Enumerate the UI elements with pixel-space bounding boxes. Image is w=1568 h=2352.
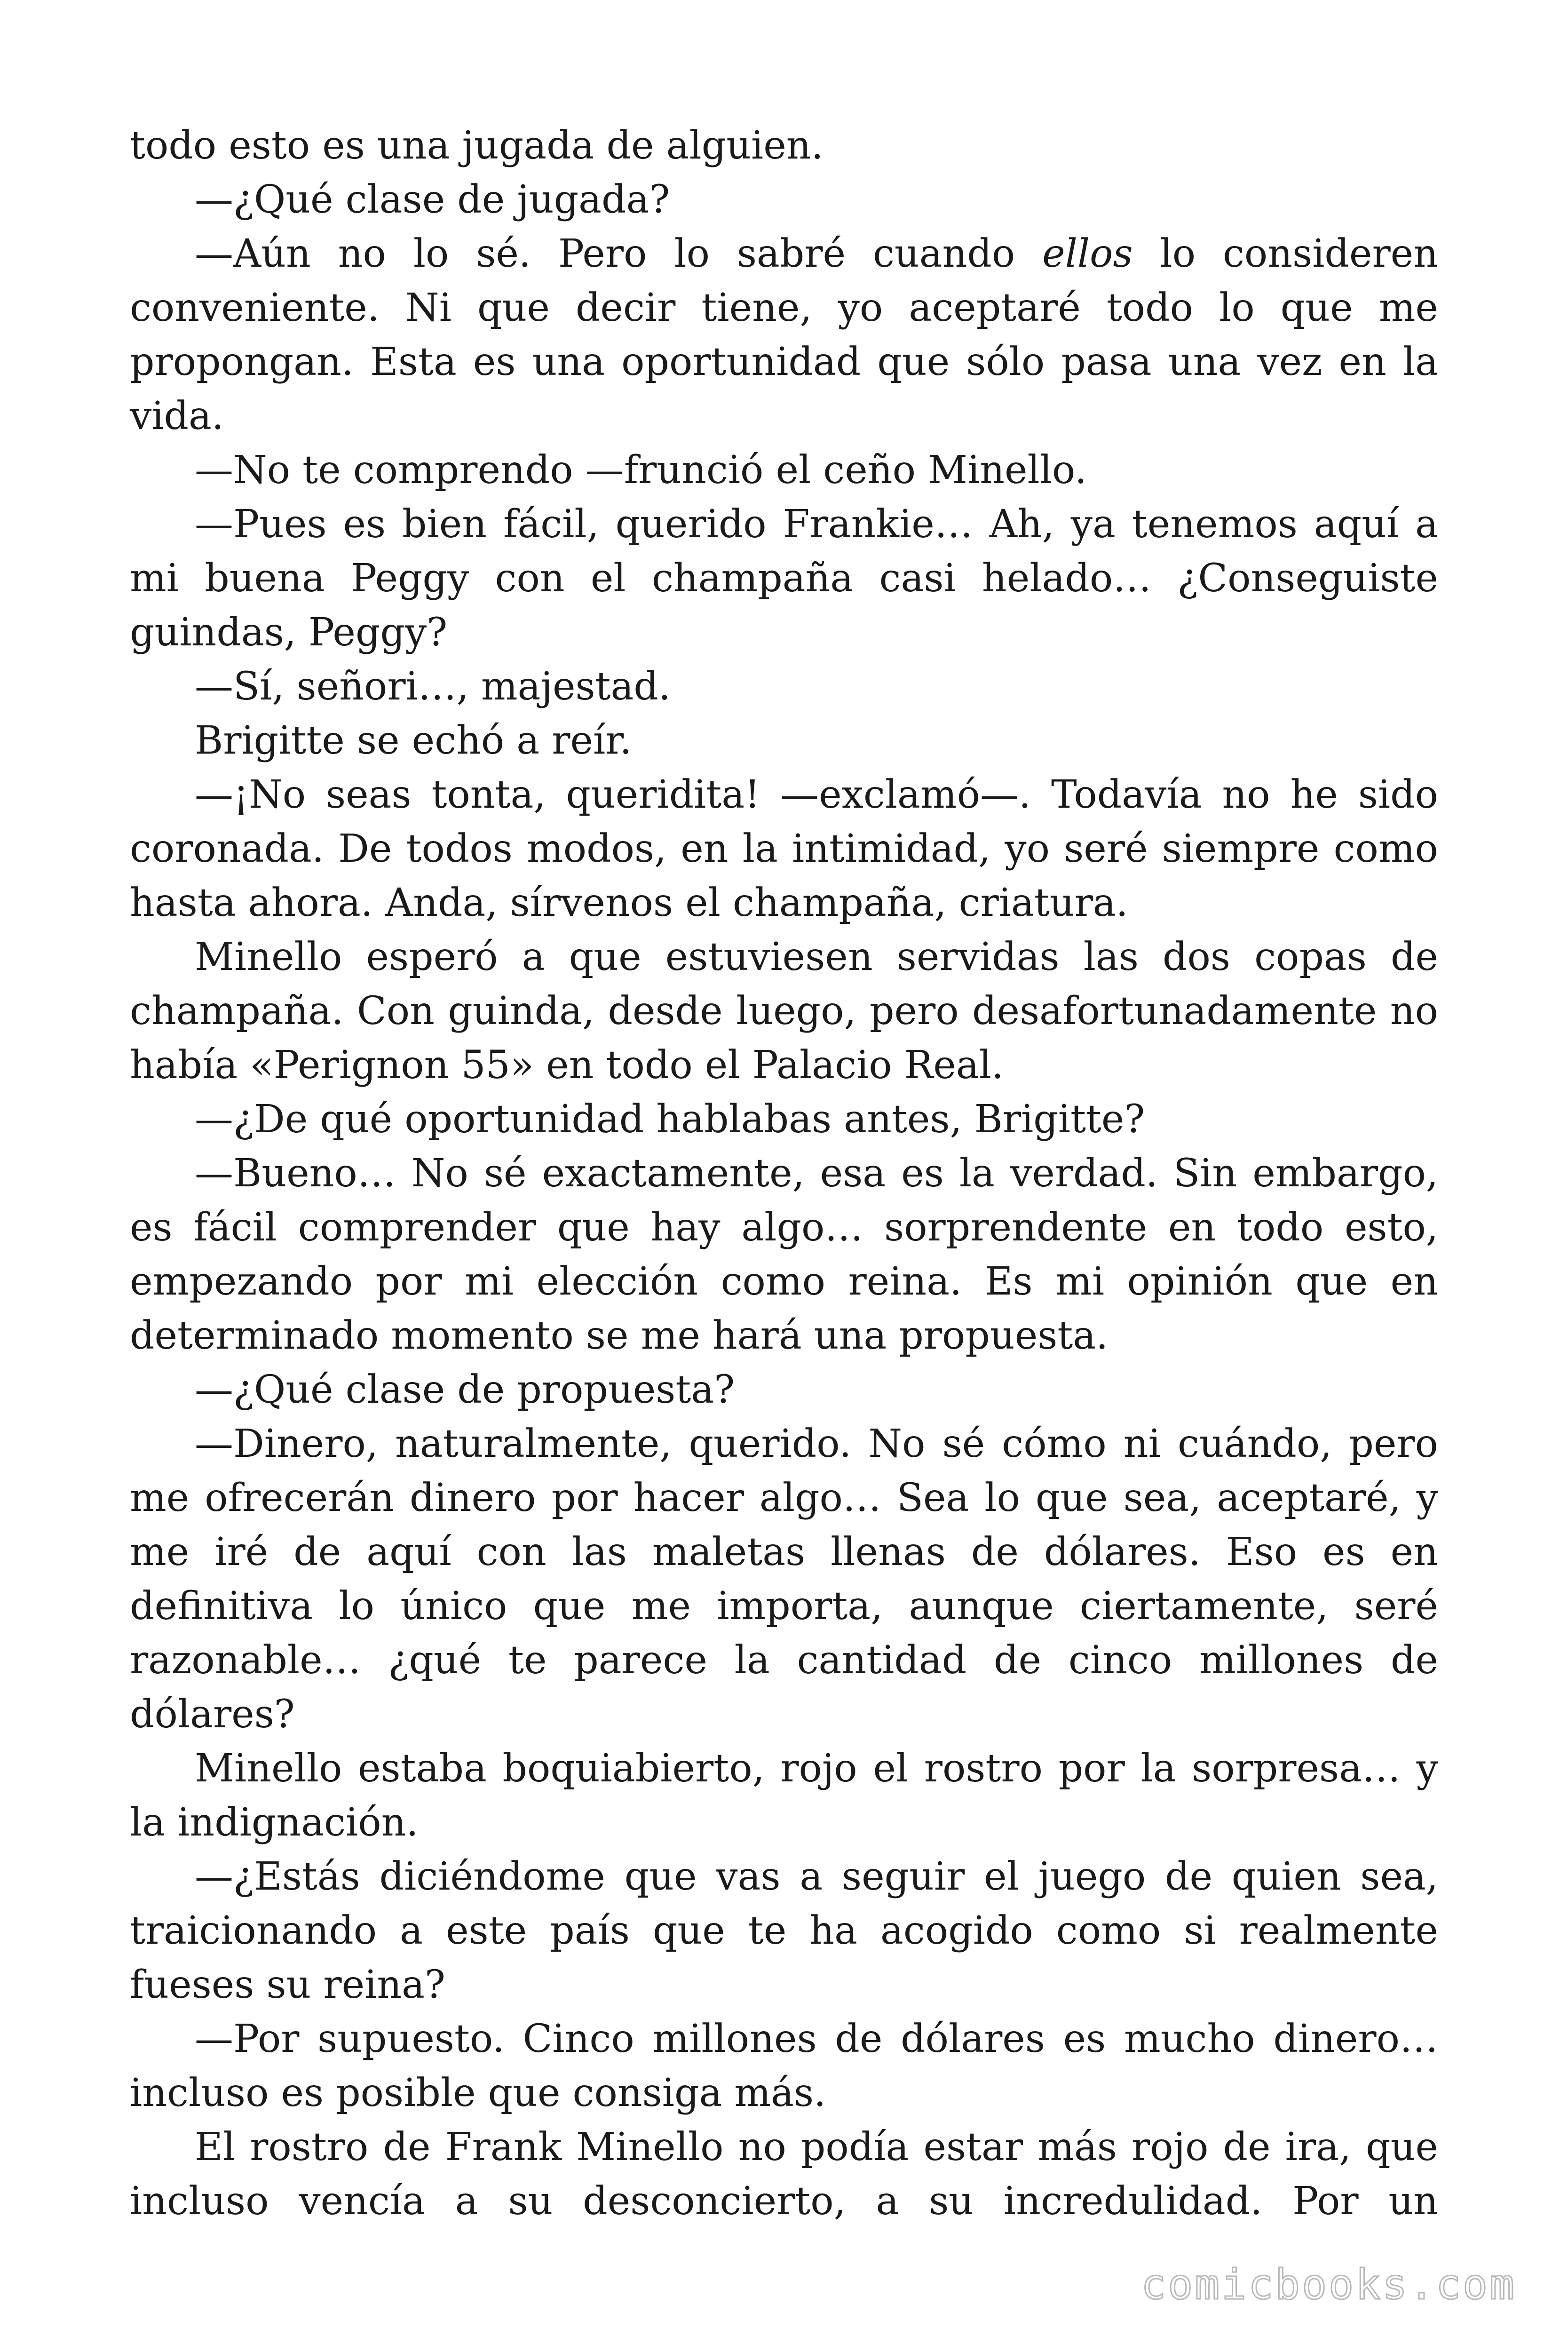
- paragraph: —Por supuesto. Cinco millones de dólares es mucho dinero… incluso es posible que consiga más.: [130, 2017, 1438, 2115]
- paragraph: —Sí, señori…, majestad.: [195, 664, 671, 709]
- body-text: [130, 119, 1438, 2228]
- paragraph: El rostro de Frank Minello no podía estar más rojo de ira, que incluso vencía a su desconcierto, a su incredulidad. Por un: [130, 2125, 1438, 2224]
- paragraph-text: —Aún no lo sé. Pero lo sabré cuando: [195, 231, 1043, 276]
- paragraph: —No te comprendo —frunció el ceño Minello.: [195, 448, 1087, 493]
- paragraph: —Bueno… No sé exactamente, esa es la verdad. Sin embargo, es fácil comprender que hay algo… sorprendente en todo esto, empezando por mi elección como reina. Es mi opinión que en determinado momento se me hará una propuesta.: [130, 1151, 1438, 1358]
- paragraph: —¿De qué oportunidad hablabas antes, Brigitte?: [195, 1097, 1145, 1142]
- paragraph: [130, 227, 1438, 443]
- paragraph: Minello esperó a que estuviesen servidas las dos copas de champaña. Con guinda, desde luego, pero desafortunadamente no había «Perignon 55» en todo el Palacio Real.: [130, 935, 1438, 1088]
- watermark: comicbooks.com: [1141, 2260, 1516, 2309]
- paragraph: —¿Estás diciéndome que vas a seguir el juego de quien sea, traicionando a este país que te ha acogido como si realmente fueses su reina?: [130, 1854, 1438, 2007]
- paragraph: Minello estaba boquiabierto, rojo el rostro por la sorpresa… y la indignación.: [130, 1746, 1438, 1845]
- paragraph: todo esto es una jugada de alguien.: [130, 123, 824, 168]
- paragraph: —Dinero, naturalmente, querido. No sé cómo ni cuándo, pero me ofrecerán dinero por hacer algo… Sea lo que sea, aceptaré, y me iré de aquí con las maletas llenas de dólares. Eso es en definitiva lo único que me importa, aunque ciertamente, seré razonable… ¿qué te parece la cantidad de cinco millones de dólares?: [130, 1422, 1438, 1737]
- paragraph: Brigitte se echó a reír.: [195, 718, 632, 763]
- paragraph: —¿Qué clase de jugada?: [195, 177, 670, 222]
- paragraph: —¿Qué clase de propuesta?: [195, 1367, 735, 1412]
- paragraph: —¡No seas tonta, queridita! —exclamó—. Todavía no he sido coronada. De todos modos, en la intimidad, yo seré siempre como hasta ahora. Anda, sírvenos el champaña, criatura.: [130, 772, 1438, 925]
- paragraph-text: lo consideren conveniente. Ni que decir tiene, yo aceptaré todo lo que me propongan. Esta es una oportunidad que sólo pasa una vez en la vida.: [130, 231, 1438, 438]
- paragraph: —Pues es bien fácil, querido Frankie… Ah, ya tenemos aquí a mi buena Peggy con el champaña casi helado… ¿Conseguiste guindas, Peggy?: [130, 502, 1438, 655]
- emphasis-text: ellos: [1042, 231, 1133, 276]
